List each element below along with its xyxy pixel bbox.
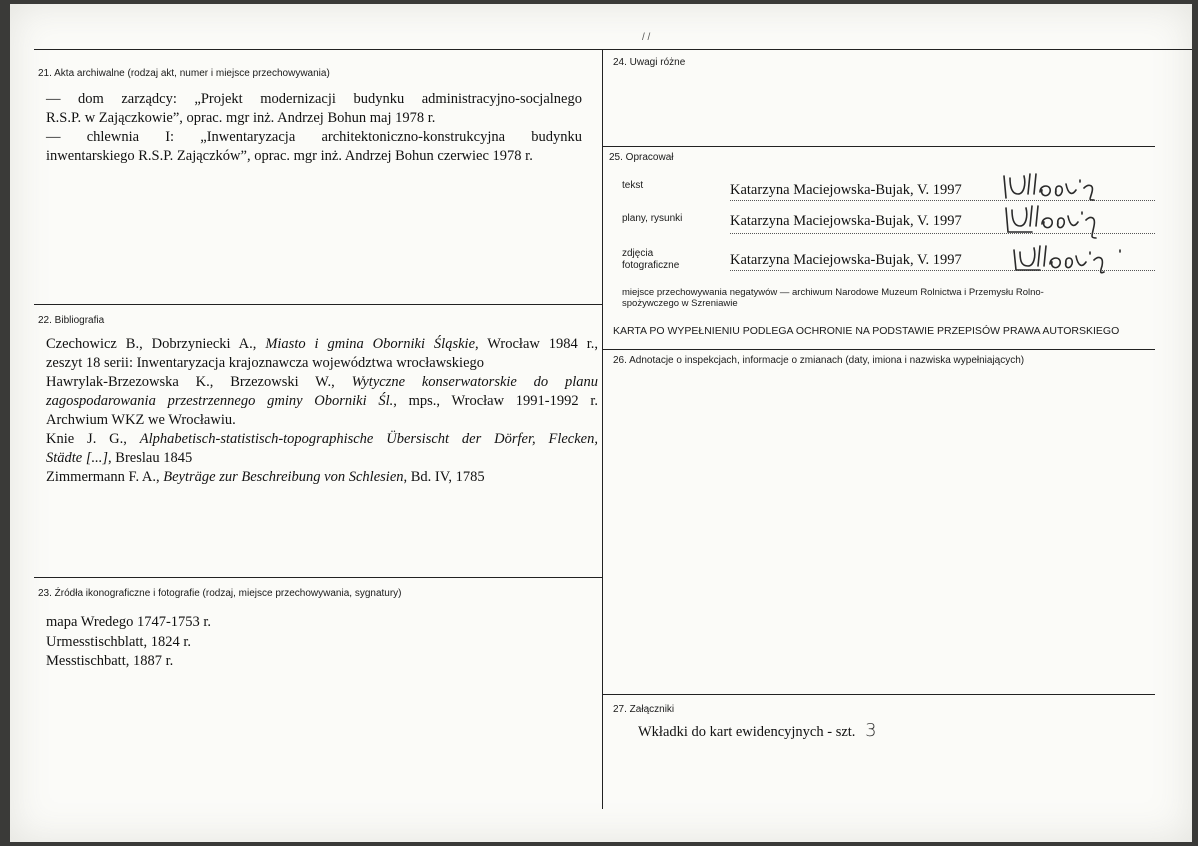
bibliography-entry-cont bbox=[46, 449, 598, 468]
section-25-label: 25. Opracował bbox=[609, 152, 674, 163]
section-22-content bbox=[46, 335, 598, 487]
archive-entry-line: inwentarskiego R.S.P. Zajączków”, oprac. mgr inż. Andrzej Bohun czerwiec 1978 r. bbox=[46, 148, 533, 164]
section-26-label: 26. Adnotacje o inspekcjach, informacje o zmianach (daty, imiona i nazwiska wypełniających) bbox=[613, 355, 1025, 366]
rule-21-22 bbox=[34, 304, 602, 305]
bib-title: Beyträge zur Beschreibung von Schlesien bbox=[163, 469, 404, 485]
center-divider bbox=[602, 49, 603, 809]
archive-entry-line: R.S.P. w Zajączkowie”, oprac. mgr inż. Andrzej Bohun maj 1978 r. bbox=[46, 110, 436, 126]
section-24-label: 24. Uwagi różne bbox=[613, 57, 686, 68]
attachments-description: Wkładki do kart ewidencyjnych - szt. bbox=[638, 724, 856, 740]
attachments-count: 3 bbox=[865, 720, 877, 741]
author-name-drawings: Katarzyna Maciejowska-Bujak, V. 1997 bbox=[730, 213, 962, 229]
author-name-text: Katarzyna Maciejowska-Bujak, V. 1997 bbox=[730, 182, 962, 198]
rule-24-25 bbox=[602, 146, 1155, 147]
section-22-label: 22. Bibliografia bbox=[38, 315, 105, 326]
rule-22-23 bbox=[34, 577, 602, 578]
bibliography-entry bbox=[46, 335, 598, 354]
author-role-drawings: plany, rysunki bbox=[622, 213, 683, 224]
top-rule bbox=[34, 49, 1192, 50]
bib-title: Wytyczne konserwatorskie do planu bbox=[351, 374, 599, 390]
iconographic-source: Messtischbatt, 1887 r. bbox=[46, 653, 174, 669]
author-role-text: tekst bbox=[622, 180, 644, 191]
bib-title: Miasto i gmina Oborniki Śląskie bbox=[265, 336, 476, 352]
copyright-notice: KARTA PO WYPEŁNIENIU PODLEGA OCHRONIE NA PODSTAWIE PRZEPISÓW PRAWA AUTORSKIEGO bbox=[613, 325, 1120, 337]
attachments-text bbox=[638, 721, 877, 742]
bib-title: Alphabetisch-statistisch-topographische Übersischt der Dörfer, Flecken, bbox=[139, 431, 598, 447]
iconographic-source: Urmesstischblatt, 1824 r. bbox=[46, 633, 191, 650]
iconographic-source: mapa Wredego 1747-1753 r. bbox=[46, 614, 212, 630]
bibliography-entry bbox=[46, 430, 598, 449]
archive-entry-line: — dom zarządcy: „Projekt modernizacji budynku administracyjno-socjalnego bbox=[46, 91, 582, 107]
bib-title: zagospodarowania przestrzennego gminy Oborniki Śl. bbox=[46, 393, 394, 409]
bibliography-entry bbox=[46, 468, 598, 487]
section-21-content bbox=[46, 90, 582, 166]
author-role-photos-a: zdjęcia bbox=[622, 248, 654, 259]
section-23-label: 23. Źródła ikonograficzne i fotografie (rodzaj, miejsce przechowywania, sygnatury) bbox=[38, 588, 402, 599]
section-23-content bbox=[46, 613, 566, 672]
negatives-location bbox=[622, 287, 1152, 309]
rule-26-27 bbox=[602, 694, 1155, 695]
author-name-photos: Katarzyna Maciejowska-Bujak, V. 1997 bbox=[730, 252, 962, 268]
bib-details: , mps., Wrocław 1991-1992 r. bbox=[393, 393, 599, 409]
top-mark: / / bbox=[642, 32, 651, 43]
bib-author: Czechowicz B., Dobrzyniecki A., bbox=[46, 336, 266, 352]
bib-details: , Bd. IV, 1785 bbox=[403, 469, 485, 485]
signature-2 bbox=[1002, 202, 1132, 242]
author-role-photos-b: fotograficzne bbox=[622, 260, 680, 271]
bib-title: Städte [...] bbox=[46, 450, 109, 466]
signature-1 bbox=[1000, 170, 1130, 202]
bibliography-entry-cont bbox=[46, 392, 598, 411]
bib-details: , Wrocław 1984 r., bbox=[475, 336, 598, 352]
archive-entry-line: — chlewnia I: „Inwentaryzacja architektoniczno-konstrukcyjna budynku bbox=[46, 129, 582, 145]
bibliography-entry-cont: Archwium WKZ we Wrocławiu. bbox=[46, 412, 236, 428]
negatives-location-b: spożywczego w Szreniawie bbox=[622, 298, 738, 309]
bibliography-entry bbox=[46, 373, 598, 392]
bib-details: , Breslau 1845 bbox=[108, 450, 193, 466]
bib-author: Zimmermann F. A., bbox=[46, 469, 164, 485]
rule-25-26 bbox=[602, 349, 1155, 350]
section-21-label: 21. Akta archiwalne (rodzaj akt, numer i miejsce przechowywania) bbox=[38, 68, 330, 79]
author-role-photos bbox=[622, 248, 679, 272]
section-27-label: 27. Załączniki bbox=[613, 704, 675, 715]
bibliography-entry-cont: zeszyt 18 serii: Inwentaryzacja krajoznawcza województwa wrocławskiego bbox=[46, 355, 485, 371]
negatives-location-a: miejsce przechowywania negatywów — archiwum Narodowe Muzeum Rolnictwa i Przemysłu Rolno- bbox=[622, 287, 1044, 298]
bib-author: Hawrylak-Brzezowska K., Brzezowski W., bbox=[46, 374, 352, 390]
bib-author: Knie J. G., bbox=[46, 431, 140, 447]
record-card-sheet bbox=[10, 4, 1192, 842]
signature-3 bbox=[1010, 242, 1140, 276]
